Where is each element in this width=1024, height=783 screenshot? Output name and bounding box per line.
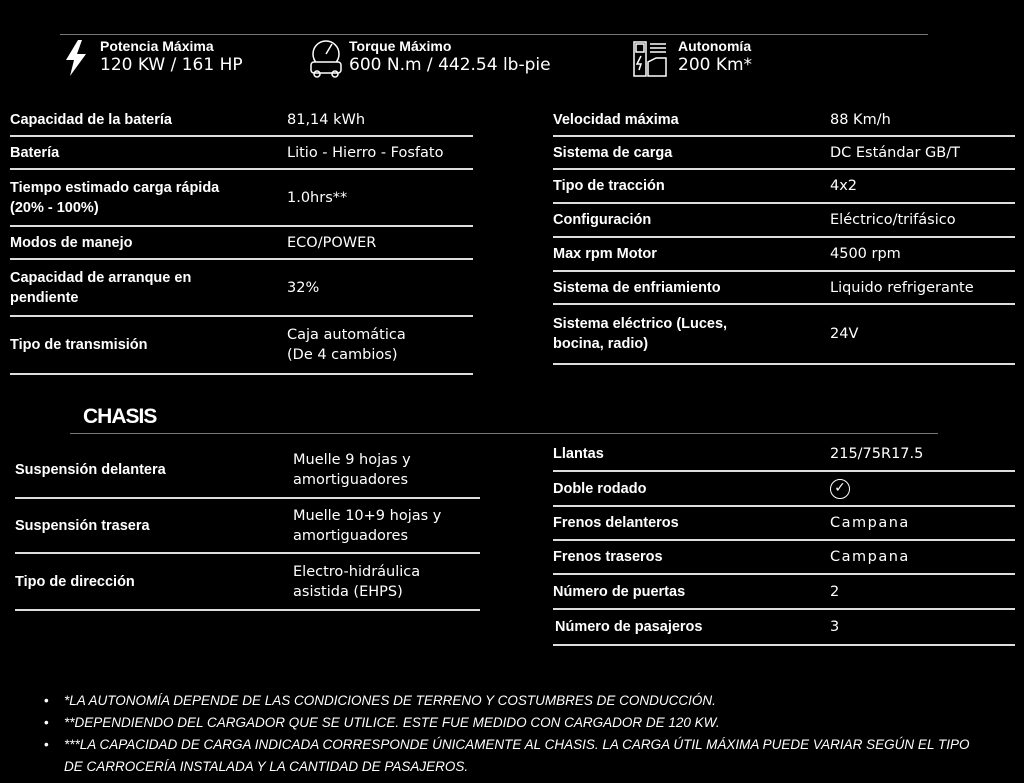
highlight-title: Torque Máximo xyxy=(349,38,452,54)
lightning-icon xyxy=(60,38,92,78)
spec-value: 4500 rpm xyxy=(830,246,901,262)
spec-value: 32% xyxy=(287,279,320,296)
charging-station-icon xyxy=(632,38,670,78)
spec-label: Sistema de enfriamiento xyxy=(553,279,721,296)
spec-label: Velocidad máxima xyxy=(553,111,679,128)
spec-value: 88 Km/h xyxy=(830,111,891,128)
specs-right-table xyxy=(553,104,1015,365)
spec-label: Sistema eléctrico (Luces, bocina, radio) xyxy=(553,316,728,352)
spec-label: Número de puertas xyxy=(553,583,686,600)
chasis-title: CHASIS xyxy=(83,405,157,428)
highlight-value: 200 Km* xyxy=(678,55,753,75)
spec-value: 215/75R17.5 xyxy=(830,445,924,462)
footnote: • **DEPENDIENDO DEL CARGADOR QUE SE UTILICE. ESTE FUE MEDIDO CON CARGADOR DE 120 KW. xyxy=(44,712,984,734)
footnote: • *LA AUTONOMÍA DEPENDE DE LAS CONDICIONES DE TERRENO Y COSTUMBRES DE CONDUCCIÓN. xyxy=(44,690,984,712)
spec-value: 1.0hrs** xyxy=(287,189,348,206)
spec-label: Llantas xyxy=(553,445,604,462)
spec-value: Litio - Hierro - Fosfato xyxy=(287,144,444,161)
spec-label: Doble rodado xyxy=(553,480,647,497)
spec-label: Capacidad de arranque en pendiente xyxy=(10,269,192,306)
highlight-title: Potencia Máxima xyxy=(100,38,214,54)
top-divider xyxy=(60,34,928,35)
spec-value: 24V xyxy=(830,326,859,342)
specs-left-table xyxy=(10,104,473,375)
spec-label: Tipo de tracción xyxy=(553,178,665,194)
spec-value: 3 xyxy=(830,619,840,635)
spec-label: Max rpm Motor xyxy=(553,246,657,262)
chasis-left-table xyxy=(15,443,480,611)
footnotes xyxy=(44,690,984,778)
spec-value: Liquido refrigerante xyxy=(830,279,974,296)
spec-value: 2 xyxy=(830,583,840,600)
spec-value: Muelle 10+9 hojas y amortiguadores xyxy=(293,507,442,544)
spec-label: Configuración xyxy=(553,212,652,228)
spec-value: Campana xyxy=(830,515,910,531)
gauge-truck-icon xyxy=(305,38,347,78)
spec-value: ECO/POWER xyxy=(287,234,377,251)
spec-value: Eléctrico/trifásico xyxy=(830,212,956,228)
chasis-divider xyxy=(70,433,938,434)
highlight-value: 120 KW / 161 HP xyxy=(100,55,243,75)
spec-label: Modos de manejo xyxy=(10,234,133,251)
spec-label: Capacidad de la batería xyxy=(10,111,172,128)
spec-label: Suspensión trasera xyxy=(15,517,150,534)
spec-value: Electro-hidráulica asistida (EHPS) xyxy=(293,563,421,600)
spec-label: Sistema de carga xyxy=(553,144,673,161)
spec-value: DC Estándar GB/T xyxy=(830,144,960,161)
chasis-right-table xyxy=(553,437,1015,646)
spec-value: 81,14 kWh xyxy=(287,111,366,128)
check-circle-icon: ✓ xyxy=(830,479,850,499)
highlight-title: Autonomía xyxy=(678,38,752,54)
spec-label: Tipo de transmisión xyxy=(10,337,148,353)
spec-label: Tiempo estimado carga rápida (20% - 100%) xyxy=(10,179,220,216)
spec-label: Frenos traseros xyxy=(553,549,663,565)
spec-label: Frenos delanteros xyxy=(553,515,679,531)
spec-value: Campana xyxy=(830,549,910,565)
spec-value: 4x2 xyxy=(830,178,858,194)
spec-label: Batería xyxy=(10,144,60,161)
highlight-power xyxy=(60,38,243,78)
spec-label: Número de pasajeros xyxy=(555,619,703,635)
spec-value: Caja automática (De 4 cambios) xyxy=(287,327,406,363)
footnote: • ***LA CAPACIDAD DE CARGA INDICADA CORRESPONDE ÚNICAMENTE AL CHASIS. LA CARGA ÚTIL MÁXIMA PUEDE VARIAR SEGÚN EL TIPO DE CARROCERÍA INSTALADA Y LA CANTIDAD DE PASAJEROS. xyxy=(44,734,984,778)
spec-label: Suspensión delantera xyxy=(15,462,166,478)
highlight-torque xyxy=(305,38,551,78)
highlight-value: 600 N.m / 442.54 lb-pie xyxy=(349,55,551,75)
spec-label: Tipo de dirección xyxy=(15,573,135,590)
spec-value: Muelle 9 hojas y amortiguadores xyxy=(293,452,411,488)
highlight-range xyxy=(632,38,752,78)
